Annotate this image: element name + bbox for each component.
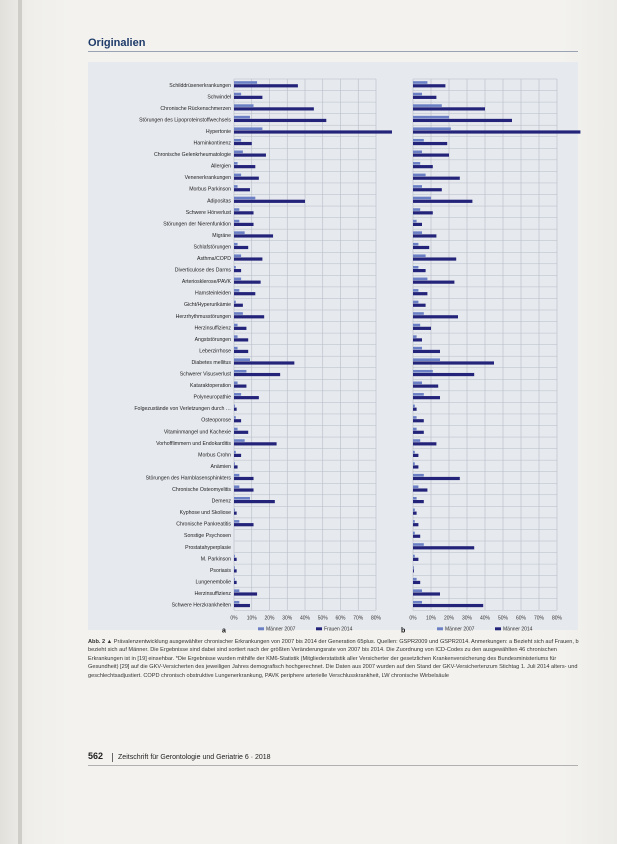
bar-a-series2 [234,223,254,226]
caption-head: Abb. 2 ▲ [88,639,113,645]
x-tick-label: 60% [335,615,346,622]
bar-b-series1 [413,301,418,304]
category-label: Störungen des Harnblasensphinkters [145,475,231,482]
bar-b-series2 [413,107,485,110]
bar-b-series2 [413,234,436,237]
bar-b-series1 [413,243,418,246]
bar-a-series2 [234,154,266,157]
bar-b-series2 [413,477,460,480]
bar-a-series2 [234,396,259,399]
x-tick-label: 50% [497,615,509,622]
bar-b-series1 [413,208,420,211]
bar-b-series1 [413,347,422,350]
bar-a-series1 [234,416,236,419]
x-tick-label: 20% [264,615,275,622]
x-tick-label: 10% [246,615,257,622]
bar-b-series2 [413,396,440,399]
bar-b-series1 [413,555,415,558]
bar-a-series1 [234,312,243,315]
bar-b-series2 [413,500,424,503]
bar-a-series1 [234,578,235,581]
category-label: Hypertonie [205,128,231,135]
bar-a-series2 [234,512,237,515]
bar-a-series2 [234,281,261,284]
bar-b-series2 [413,154,449,157]
bar-a-series2 [234,292,255,295]
bar-a-series1 [234,358,250,361]
x-tick-label: 80% [370,615,382,622]
category-label: Schlafstörungen [193,244,231,251]
footer-page-number: 562 [88,751,104,761]
legend-swatch [258,627,264,630]
bar-b-series2 [413,523,418,526]
category-label: Demenz [211,498,231,505]
category-label: Kyphose und Skoliose [179,510,231,517]
page-footer [88,751,271,762]
category-label: Allergien [210,163,231,170]
bar-a-series1 [234,428,238,431]
category-label: Morbus Crohn [198,452,231,459]
bar-a-series2 [234,315,264,318]
bar-b-series1 [413,601,422,604]
bar-a-series1 [234,566,235,569]
x-tick-label: 0% [230,615,238,622]
bar-a-series2 [234,96,262,99]
category-label: Sonstige Psychosen [183,533,231,540]
category-label: Schwindel [207,94,231,101]
chart-svg [88,62,578,635]
category-label: Folgezustände von Verletzungen durch … [134,406,231,413]
bar-b-series1 [413,509,415,512]
bar-a-series2 [234,234,273,237]
bar-b-series1 [413,543,424,546]
bar-a-series2 [234,257,262,260]
bar-b-series1 [413,497,417,500]
bar-a-series2 [234,177,259,180]
bar-a-series1 [234,474,239,477]
bar-b-series2 [413,96,436,99]
x-tick-label: 30% [461,615,473,622]
bar-a-series1 [234,405,235,408]
bar-b-series2 [413,292,427,295]
bar-b-series1 [413,139,424,142]
footer-rule [88,765,578,766]
bar-a-series1 [234,231,245,234]
bar-a-series2 [234,304,243,307]
category-label: Venenerkrankungen [184,175,231,182]
bar-b-series2 [413,211,433,214]
bar-a-series1 [234,555,235,558]
bar-b-series2 [413,338,422,341]
bar-a-series2 [234,211,254,214]
bar-a-series2 [234,107,314,110]
bar-b-series1 [413,439,420,442]
bar-b-series2 [413,257,456,260]
section-title: Originalien [88,37,146,49]
legend-swatch [495,627,501,630]
bar-a-series2 [234,327,246,330]
bar-b-series1 [413,127,451,130]
bar-b-series2 [413,246,429,249]
bar-b-series1 [413,393,424,396]
bar-b-series1 [413,312,424,315]
category-label: Störungen der Nierenfunktion [163,221,231,228]
bar-b-series1 [413,520,415,523]
bar-a-series2 [234,592,257,595]
bar-b-series2 [413,488,427,491]
bar-b-series2 [413,442,436,445]
bar-a-series2 [234,350,248,353]
bar-b-series2 [413,512,417,515]
bar-a-series1 [234,139,241,142]
category-label: Herzinsuffizienz [194,590,231,597]
bar-a-series2 [234,246,248,249]
bar-b-series1 [413,405,415,408]
bar-a-series1 [234,462,235,465]
category-label: Polyneuropathie [193,394,231,401]
bar-b-series2 [413,373,474,376]
category-label: Leberzirrhose [199,348,231,355]
bar-b-series1 [413,174,426,177]
bar-b-series2 [413,454,418,457]
figure-caption [88,638,580,680]
bar-a-series1 [234,81,257,84]
bar-a-series2 [234,419,241,422]
bar-b-series1 [413,589,422,592]
bar-b-series2 [413,223,422,226]
bar-b-series1 [413,370,433,373]
bar-b-series2 [413,569,414,572]
bar-a-series1 [234,485,239,488]
bar-b-series2 [413,558,418,561]
category-label: Chronische Osteomyelitis [172,487,231,494]
category-label: Prostatahyperplasie [185,544,231,551]
legend-label: Männer 2014 [503,626,533,633]
bar-a-series1 [234,451,236,454]
bar-a-series2 [234,269,241,272]
bar-a-series2 [234,581,237,584]
x-tick-label: 40% [299,615,311,622]
panel-letter: b [401,627,406,635]
bar-b-series1 [413,289,418,292]
category-label: Harnsteinleiden [194,290,231,297]
bar-a-series1 [234,347,238,350]
bar-a-series2 [234,442,277,445]
bar-b-series2 [413,592,440,595]
category-label: Psoriasis [209,567,231,574]
bar-b-series2 [413,281,454,284]
bar-a-series1 [234,220,239,223]
bar-a-series1 [234,104,254,107]
bar-b-series2 [413,535,420,538]
bar-a-series2 [234,523,254,526]
category-label: Herzinsuffizienz [194,325,231,332]
category-label: Kataraktoperation [190,383,231,390]
bar-b-series1 [413,278,427,281]
bar-a-series1 [234,301,236,304]
x-tick-label: 80% [551,615,563,622]
bar-a-series1 [234,601,239,604]
bar-a-series1 [234,93,241,96]
bar-a-series1 [234,289,239,292]
bar-b-series2 [413,304,426,307]
bar-a-series1 [234,174,241,177]
bar-b-series2 [413,350,440,353]
bar-b-series1 [413,578,417,581]
bar-b-series2 [413,188,442,191]
bar-b-series1 [413,220,417,223]
bar-a-series1 [234,370,246,373]
bar-b-series2 [413,269,426,272]
bar-a-series1 [234,324,238,327]
category-label: Morbus Parkinson [189,186,231,193]
bar-a-series2 [234,604,250,607]
bar-b-series1 [413,451,415,454]
x-tick-label: 10% [425,615,437,622]
bar-a-series2 [234,431,248,434]
bar-b-series1 [413,116,449,119]
category-label: Diverticulose des Darms [174,267,231,274]
bar-b-series2 [413,604,483,607]
header-rule [88,51,578,52]
category-label: Gicht/Hyperurikämie [184,302,231,309]
bar-a-series1 [234,151,243,154]
bar-b-series2 [413,315,458,318]
panel-letter: a [222,627,226,635]
bar-a-series2 [234,500,275,503]
x-tick-label: 50% [317,615,328,622]
category-label: Arteriosklerose/PAVK [181,279,231,286]
category-label: Schwere Herzkrankheiten [171,602,231,609]
bar-b-series2 [413,130,580,133]
bar-a-series1 [234,497,250,500]
x-tick-label: 20% [443,615,455,622]
bar-b-series2 [413,465,418,468]
x-tick-label: 70% [533,615,545,622]
bar-a-series1 [234,589,239,592]
bar-b-series2 [413,84,445,87]
bar-a-series1 [234,335,238,338]
category-label: Lungenembolie [195,579,231,586]
bar-b-series1 [413,81,427,84]
bar-b-series2 [413,165,433,168]
bar-b-series2 [413,327,431,330]
bar-a-series2 [234,454,241,457]
bar-b-series1 [413,416,417,419]
page-spine-shadow [18,0,22,844]
bar-a-series1 [234,162,238,165]
category-label: Chronische Rückenschmerzen [160,105,231,112]
bar-b-series1 [413,428,417,431]
bar-a-series1 [234,208,239,211]
bar-b-series1 [413,462,415,465]
bar-b-series2 [413,546,474,549]
bar-a-series2 [234,477,254,480]
bar-b-series2 [413,177,460,180]
x-tick-label: 0% [409,615,417,622]
x-tick-label: 70% [353,615,364,622]
category-label: Angststörungen [194,336,231,343]
legend-swatch [437,627,443,630]
bar-a-series1 [234,278,241,281]
bar-b-series2 [413,385,438,388]
category-label: Störungen des Lipoproteinstoffwechsels [139,117,231,124]
legend-label: Frauen 2014 [324,626,353,633]
bar-a-series1 [234,520,239,523]
bar-b-series1 [413,254,426,257]
bar-a-series2 [234,200,305,203]
category-label: Vitaminmangel und Kachexie [163,429,231,436]
bar-a-series2 [234,361,294,364]
bar-b-series1 [413,197,431,200]
bar-b-series1 [413,151,422,154]
bar-a-series1 [234,393,241,396]
category-label: Anämien [210,463,231,470]
bar-b-series1 [413,335,417,338]
bar-b-series2 [413,581,420,584]
bar-a-series2 [234,84,298,87]
category-label: Chronische Pankreatitis [176,521,231,528]
bar-a-series1 [234,439,245,442]
category-label: Schwerer Visusverlust [179,371,231,378]
bar-b-series2 [413,361,494,364]
bar-b-series1 [413,324,420,327]
legend-label: Männer 2007 [266,626,296,633]
bar-a-series2 [234,142,252,145]
bar-a-series2 [234,165,255,168]
x-tick-label: 30% [282,615,293,622]
bar-a-series2 [234,130,392,133]
footer-journal: Zeitschrift für Gerontologie und Geriatrie 6 · 2018 [118,754,271,761]
category-label: M. Parkinson [200,556,231,563]
bar-b-series2 [413,419,424,422]
bar-a-series2 [234,385,246,388]
category-label: Herzrhythmusstörungen [175,313,231,320]
bar-b-series1 [413,566,414,569]
bar-a-series2 [234,488,254,491]
x-tick-label: 40% [479,615,491,622]
bar-a-series2 [234,338,248,341]
bar-b-series1 [413,266,418,269]
bar-b-series1 [413,485,418,488]
bar-b-series1 [413,382,422,385]
bar-a-series1 [234,116,250,119]
bar-b-series1 [413,185,422,188]
category-label: Diabetes mellitus [191,359,231,366]
category-label: Harninkontinenz [193,140,231,147]
bar-b-series2 [413,200,472,203]
bar-a-series2 [234,408,237,411]
bar-b-series1 [413,93,422,96]
category-label: Migräne [212,232,231,239]
bar-b-series1 [413,474,424,477]
bar-b-series2 [413,408,417,411]
bar-a-series1 [234,266,236,269]
bar-a-series1 [234,127,262,130]
bar-b-series1 [413,104,442,107]
bar-a-series1 [234,243,238,246]
category-label: Asthma/COPD [196,256,231,263]
bar-a-series2 [234,558,237,561]
caption-text: Prävalenzentwicklung ausgewählter chronischer Erkrankungen von 2007 bis 2014 der Generation 65plus. Quellen: GSPR2009 und GSPR2014. Anmerkungen: a Bezieht sich auf Frauen, b bezieht sich auf Männer. Die Ergebnisse sind dabei sind sortiert nach der größten Veränderungsrate von 2007 bis 2014. Die Zuordnung von ICD-Codes zu den ausgewählten 46 chronischen Erkrankungen ist in [19] einsehbar. *Die Ergebnisse wurden mithilfe der KM6-Statistik (Mitgliederstatistik aller Versicherter der gesetzlichen Krankenversicherung des Bundesministeriums für Gesundheit) [29] auf die GKV-Versicherten des jeweiligen Jahres demografisch hochgerechnet. Die Daten aus 2007 wurden auf den Stand der GKV-Versichertenzum Stichtag 1. Juli 2014 alters- und geschlechtsadjustiert. COPD chronisch obstruktive Lungenerkrankung, PAVK periphere arterielle Verschlusskrankheit, LW chronische Wirbelsäule [88,639,579,679]
category-label: Chronische Gelenkrheumatologie [154,152,231,159]
bar-a-series2 [234,465,238,468]
legend-swatch [316,627,322,630]
bar-b-series2 [413,119,512,122]
figure-chart [88,62,578,635]
footer-divider [112,753,113,762]
bar-a-series1 [234,509,235,512]
bar-b-series1 [413,162,420,165]
bar-b-series2 [413,431,424,434]
legend-label: Männer 2007 [445,626,475,633]
bar-a-series2 [234,373,280,376]
bar-b-series1 [413,358,440,361]
bar-a-series1 [234,197,255,200]
bar-a-series2 [234,569,237,572]
bar-b-series2 [413,142,447,145]
category-label: Osteoporose [201,417,231,424]
bar-a-series1 [234,254,241,257]
bar-a-series2 [234,119,326,122]
category-label: Schilddrüsenerkrankungen [169,82,231,89]
category-label: Adipositas [207,198,231,205]
x-tick-label: 60% [515,615,527,622]
bar-a-series1 [234,185,238,188]
category-label: Vorhofflimmern und Endokarditis [156,440,231,447]
bar-a-series2 [234,188,250,191]
category-label: Schwere Hörverlust [185,209,231,216]
bar-b-series1 [413,532,415,535]
bar-a-series1 [234,382,238,385]
bar-b-series1 [413,231,422,234]
